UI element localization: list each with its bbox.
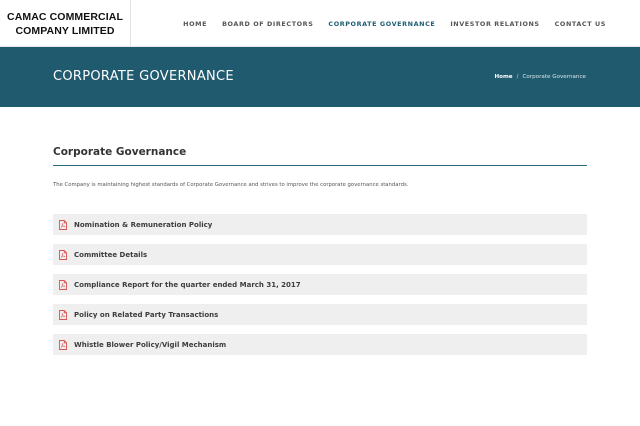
nav-home[interactable]: HOME	[183, 19, 208, 28]
logo-line-2: COMPANY LIMITED	[15, 24, 115, 37]
document-link-whistle-blower-policy[interactable]	[53, 334, 587, 355]
nav-board-of-directors[interactable]: BOARD OF DIRECTORS	[222, 19, 314, 28]
breadcrumb-home-link[interactable]: Home	[494, 74, 513, 80]
nav-contact-us[interactable]: CONTACT US	[554, 19, 606, 28]
site-header	[0, 0, 640, 47]
document-link-related-party-transactions[interactable]	[53, 304, 587, 325]
breadcrumb-separator: /	[516, 74, 519, 80]
intro-text: The Company is maintaining highest standards of Corporate Governance and strives to improve the corporate governance standards.	[53, 182, 409, 188]
nav-corporate-governance[interactable]: CORPORATE GOVERNANCE	[328, 19, 436, 28]
pdf-icon	[59, 250, 68, 260]
document-link-committee-details[interactable]	[53, 244, 587, 265]
section-divider	[53, 165, 587, 166]
main-nav	[168, 0, 606, 47]
pdf-icon	[59, 220, 68, 230]
breadcrumb-current: Corporate Governance	[522, 74, 586, 80]
logo-line-1: CAMAC COMMERCIAL	[7, 10, 123, 23]
page-title: CORPORATE GOVERNANCE	[53, 69, 234, 84]
document-link-compliance-report[interactable]	[53, 274, 587, 295]
breadcrumb	[494, 47, 586, 107]
document-label: Committee Details	[74, 250, 148, 259]
company-logo[interactable]	[0, 0, 131, 47]
pdf-icon	[59, 280, 68, 290]
document-label: Whistle Blower Policy/Vigil Mechanism	[74, 340, 227, 349]
document-label: Policy on Related Party Transactions	[74, 310, 219, 319]
document-list	[53, 214, 587, 364]
document-label: Nomination & Remuneration Policy	[74, 220, 213, 229]
document-link-nomination-remuneration-policy[interactable]	[53, 214, 587, 235]
page-banner	[0, 47, 640, 107]
section-title: Corporate Governance	[53, 146, 187, 158]
pdf-icon	[59, 340, 68, 350]
nav-investor-relations[interactable]: INVESTOR RELATIONS	[450, 19, 540, 28]
pdf-icon	[59, 310, 68, 320]
document-label: Compliance Report for the quarter ended March 31, 2017	[74, 280, 301, 289]
